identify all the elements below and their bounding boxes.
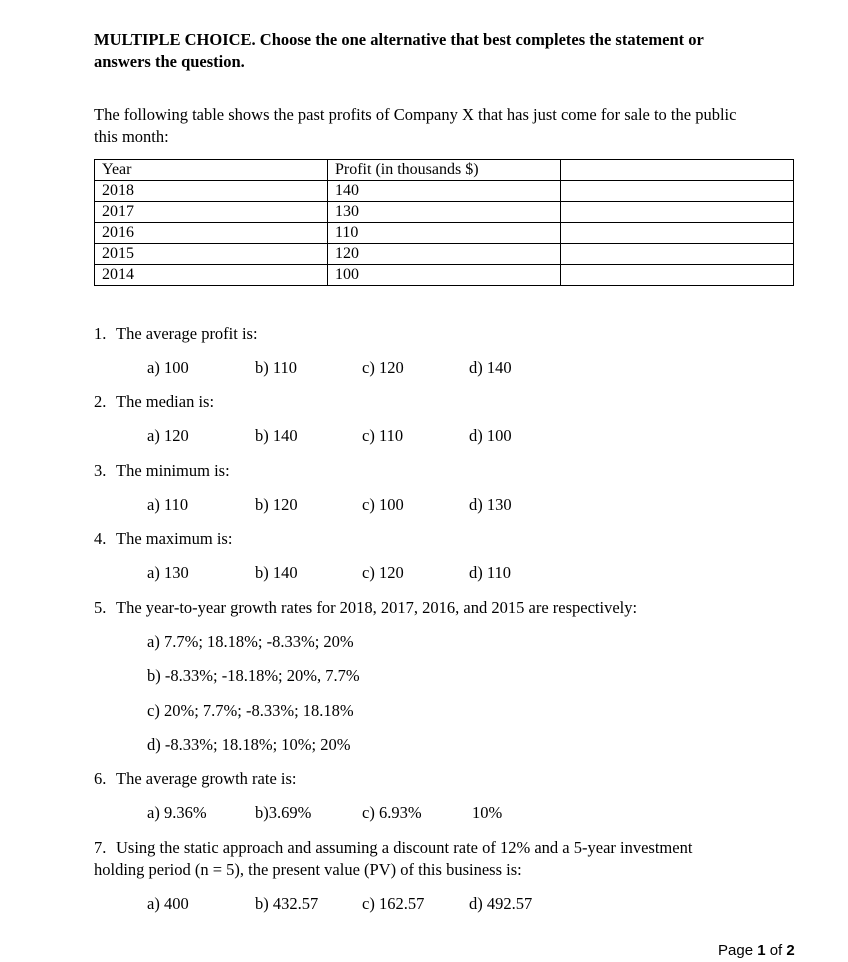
profit-table [94, 159, 794, 286]
header-empty [561, 160, 794, 181]
q3-option-d[interactable]: d) 130 [469, 495, 512, 514]
q1-option-b[interactable]: b) 110 [255, 358, 298, 377]
table-row [95, 265, 794, 286]
question-text: The minimum is: [116, 461, 230, 480]
table-header-row [95, 160, 794, 181]
empty-cell [561, 244, 794, 265]
profit-cell: 110 [328, 223, 561, 244]
question-number: 7. [94, 838, 107, 857]
q4-option-c[interactable]: c) 120 [362, 563, 404, 582]
question-text: The average growth rate is: [116, 769, 297, 788]
question-6 [94, 769, 297, 789]
question-number: 5. [94, 598, 107, 617]
q5-option-c[interactable]: c) 20%; 7.7%; -8.33%; 18.18% [147, 701, 354, 720]
q1-option-a[interactable]: a) 100 [147, 358, 189, 377]
q3-option-a[interactable]: a) 110 [147, 495, 189, 514]
question-text: The median is: [116, 392, 215, 411]
q7-option-a[interactable]: a) 400 [147, 894, 189, 913]
q1-option-d[interactable]: d) 140 [469, 358, 512, 377]
header-year: Year [95, 160, 328, 181]
instructions-heading [94, 29, 704, 73]
q4-option-a[interactable]: a) 130 [147, 563, 189, 582]
question-number: 2. [94, 392, 107, 411]
q2-option-a[interactable]: a) 120 [147, 426, 189, 445]
year-cell: 2014 [95, 265, 328, 286]
intro-line-2: this month: [94, 127, 169, 146]
q5-option-b[interactable]: b) -8.33%; -18.18%; 20%, 7.7% [147, 666, 360, 685]
page-total: 2 [786, 942, 795, 959]
question-2 [94, 392, 214, 412]
profit-cell: 100 [328, 265, 561, 286]
table-row [95, 244, 794, 265]
profit-cell: 130 [328, 202, 561, 223]
question-3 [94, 461, 230, 481]
empty-cell [561, 181, 794, 202]
heading-line-2: answers the question. [94, 52, 245, 71]
q3-option-b[interactable]: b) 120 [255, 495, 298, 514]
question-text: Using the static approach and assuming a discount rate of 12% and a 5-year investment [116, 838, 693, 857]
question-1 [94, 324, 258, 344]
page-prefix: Page [718, 942, 758, 959]
question-5 [94, 598, 637, 618]
q2-option-d[interactable]: d) 100 [469, 426, 512, 445]
year-cell: 2017 [95, 202, 328, 223]
q1-option-c[interactable]: c) 120 [362, 358, 404, 377]
question-4 [94, 529, 232, 549]
year-cell: 2016 [95, 223, 328, 244]
intro-text [94, 104, 736, 148]
q7-option-d[interactable]: d) 492.57 [469, 894, 533, 913]
table-row [95, 202, 794, 223]
q2-option-c[interactable]: c) 110 [362, 426, 404, 445]
profit-cell: 140 [328, 181, 561, 202]
q2-option-b[interactable]: b) 140 [255, 426, 298, 445]
q4-option-d[interactable]: d) 110 [469, 563, 512, 582]
header-profit: Profit (in thousands $) [328, 160, 561, 181]
question-number: 6. [94, 769, 107, 788]
question-text: The maximum is: [116, 529, 233, 548]
question-text: The average profit is: [116, 324, 258, 343]
q7-option-b[interactable]: b) 432.57 [255, 894, 319, 913]
question-number: 1. [94, 324, 107, 343]
question-text-continued: holding period (n = 5), the present value (PV) of this business is: [94, 860, 522, 879]
q5-option-a[interactable]: a) 7.7%; 18.18%; -8.33%; 20% [147, 632, 354, 651]
q6-option-c[interactable]: c) 6.93% [362, 803, 422, 822]
q4-option-b[interactable]: b) 140 [255, 563, 298, 582]
q3-option-c[interactable]: c) 100 [362, 495, 404, 514]
q6-option-a[interactable]: a) 9.36% [147, 803, 207, 822]
q6-option-b[interactable]: b)3.69% [255, 803, 312, 822]
question-number: 4. [94, 529, 107, 548]
question-7 [94, 837, 692, 881]
empty-cell [561, 223, 794, 244]
profit-cell: 120 [328, 244, 561, 265]
intro-line-1: The following table shows the past profits of Company X that has just come for sale to the public [94, 105, 737, 124]
year-cell: 2015 [95, 244, 328, 265]
heading-line-1: MULTIPLE CHOICE. Choose the one alternative that best completes the statement or [94, 30, 704, 49]
page-number [718, 942, 795, 959]
year-cell: 2018 [95, 181, 328, 202]
table-row [95, 181, 794, 202]
question-number: 3. [94, 461, 107, 480]
page-current: 1 [757, 942, 766, 959]
table-row [95, 223, 794, 244]
q5-option-d[interactable]: d) -8.33%; 18.18%; 10%; 20% [147, 735, 351, 754]
empty-cell [561, 265, 794, 286]
empty-cell [561, 202, 794, 223]
q7-option-c[interactable]: c) 162.57 [362, 894, 425, 913]
q6-option-d[interactable]: 10% [472, 803, 503, 822]
question-text: The year-to-year growth rates for 2018, 2017, 2016, and 2015 are respectively: [116, 598, 638, 617]
page-of: of [765, 942, 787, 959]
